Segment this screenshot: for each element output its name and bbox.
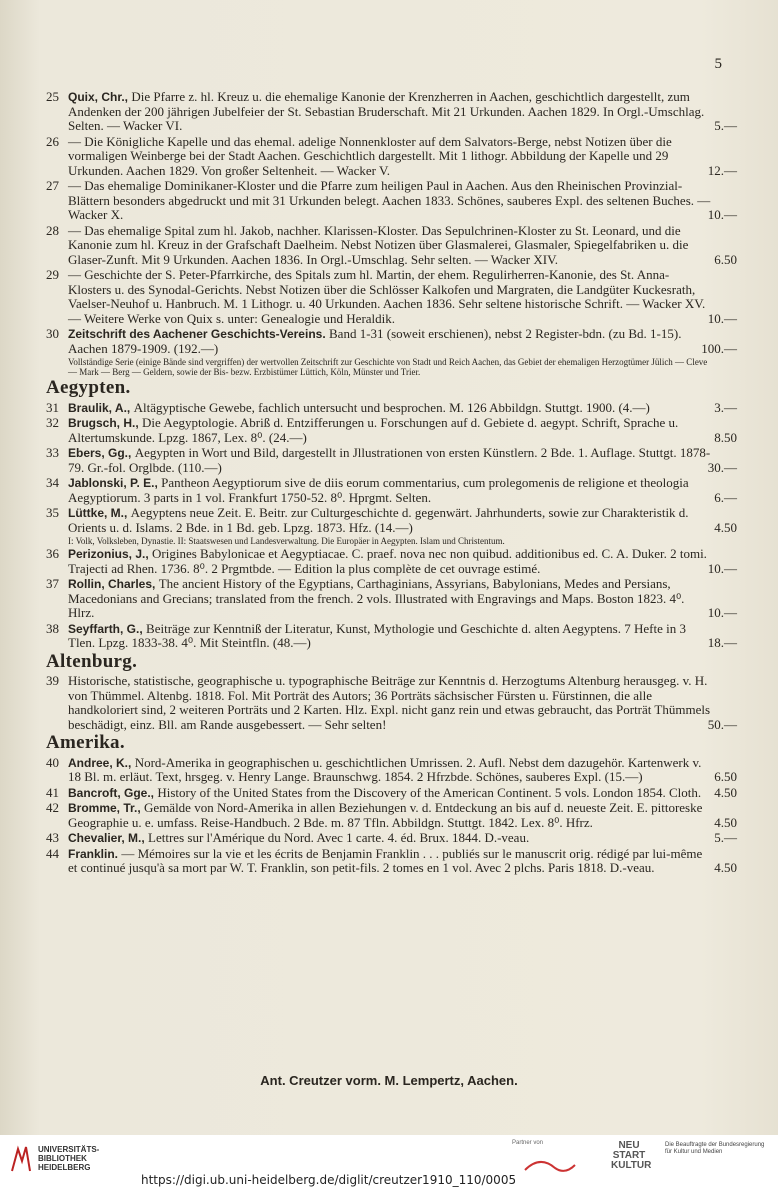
entry-price: 12.—	[707, 162, 737, 178]
entry-number: 33	[46, 445, 59, 460]
catalog-entry	[46, 178, 737, 223]
entry-number: 27	[46, 178, 59, 193]
entry-author: Bromme, Tr.,	[68, 801, 145, 815]
entry-description: History of the United States from the Discovery of the American Continent. 5 vols. London 1854. Cloth.	[157, 784, 702, 800]
partner-label: Partner von	[512, 1140, 544, 1146]
entry-price: 4.50	[714, 520, 737, 535]
catalog-entry	[46, 445, 737, 475]
entry-price: 6.50	[714, 769, 737, 784]
section-heading: Amerika.	[46, 732, 125, 753]
catalog-entry	[46, 576, 737, 621]
entry-description: — Geschichte der S. Peter-Pfarrkirche, des Spitals zum hl. Martin, der ehem. Regulirherren-Kanonie, des St. Anna-Klosters u. des Synodal-Gerichts. Nebst Notizen über die Schlösser Kalkofen und Margraten, die Landgüter Kuckesrath, Vaelser-Neuhof u. Hanbruch. M. 1 Lithogr. u. 40 Urkunden. Aachen 1836. Sehr seltene historische Schrift. — Wacker XV. — Weitere Werke von Quix s. unter: Genealogie und Heraldik.	[68, 267, 706, 326]
entry-description: Die Aegyptologie. Abriß d. Entzifferungen u. Forschungen auf d. Gebiete d. aegypt. Schrift, Sprache u. Altertumskunde. Lpzg. 1867, Lex. 8⁰. (24.—)	[68, 415, 679, 445]
entry-description: Aegyptens neue Zeit. E. Beitr. zur Culturgeschichte d. gegenwärt. Jahrhunderts, sowie zur Charakteristik d. Orients u. d. Islams. 2 Bde. in 1 Bd. geb. Lpzg. 1873. Hfz. (14.—)	[68, 505, 689, 535]
entry-price: 10.—	[707, 605, 737, 620]
entry-text	[68, 847, 711, 876]
entry-author: Perizonius, J.,	[68, 547, 153, 561]
entry-author: Rollin, Charles,	[68, 577, 159, 591]
entry-note: Vollständige Serie (einige Bände sind vergriffen) der wertvollen Zeitschrift zur Geschichte von Stadt und Reich Aachen, das Gebiet der ehemaligen Herzogtümer Jülich — Cleve — Mark — Berg — Geldern, sowie der Bis- bezw. Erzbistümer Lüttich, Köln, Münster und Trier.	[68, 357, 708, 377]
catalog-entry	[46, 89, 737, 134]
entry-text	[68, 547, 711, 576]
entry-text	[68, 506, 711, 535]
library-logo[interactable]	[10, 1143, 99, 1173]
entry-number: 37	[46, 576, 59, 591]
catalog-entry	[46, 133, 737, 179]
entry-text	[68, 674, 711, 732]
entry-number: 41	[46, 784, 59, 800]
catalog-entry	[46, 830, 737, 846]
catalog-entry	[46, 784, 737, 801]
catalog-entry	[46, 505, 737, 546]
entry-description: Beiträge zur Kenntniß der Literatur, Kunst, Mythologie und Geschichte d. alten Aegyptens. 7 Hefte in 3 Tlen. Lpzg. 1833-38. 4⁰. Mit Steintfln. (48.—)	[68, 620, 686, 650]
entry-author: Brugsch, H.,	[68, 416, 143, 430]
entry-description: The ancient History of the Egyptians, Carthaginians, Assyrians, Babylonians, Medes and Persians, Macedonians and Grecians; translated from the french. 2 vols. Illustrated with Engravings and Maps. Boston 1823. 4⁰. Hlrz.	[68, 576, 685, 620]
entry-author: Zeitschrift des Aachener Geschichts-Vereins.	[68, 327, 329, 341]
entry-description: Altägyptische Gewebe, fachlich untersucht und besprochen. M. 126 Abbildgn. Stuttgt. 1900. (4.—)	[133, 399, 650, 415]
entry-description: Nord-Amerika in geographischen u. geschichtlichen Umrissen. 2. Aufl. Nebst dem dazugehör. Kartenwerk v. 18 Bl. m. erläut. Text, hrsgeg. v. Henry Lange. Braunschwg. 1854. 2 Hfrzbde. Schönes, sauberes Expl. (15.—)	[68, 754, 702, 784]
entry-price: 30.—	[707, 459, 737, 475]
ub-heidelberg-icon	[10, 1143, 32, 1173]
entry-text	[68, 756, 711, 785]
entry-number: 31	[46, 399, 59, 415]
catalog-entry	[46, 475, 737, 505]
catalog-entry	[46, 326, 737, 377]
entry-number: 28	[46, 222, 59, 238]
entry-author: Andree, K.,	[68, 755, 135, 770]
entry-price: 10.—	[707, 207, 737, 222]
partner-logo-icon	[520, 1150, 580, 1180]
entry-description: Pantheon Aegyptiorum sive de diis eorum commentarius, cum prolegomenis de religione et theologia Aegyptiorum. 3 parts in 1 vol. Frankfurt 1750-52. 8⁰. Hprgmt. Selten.	[68, 475, 689, 505]
entry-price: 4.50	[714, 784, 737, 800]
entry-author: Ebers, Gg.,	[68, 446, 135, 460]
entry-text	[68, 90, 711, 134]
catalog-entry	[46, 800, 737, 830]
entry-text	[68, 446, 711, 475]
entry-text	[68, 268, 711, 326]
entry-description: — Das ehemalige Spital zum hl. Jakob, nachher. Klarissen-Kloster. Das Sepulchrinen-Kloster zu St. Leonard, und die Kanonie zum hl. Kreuz in der Grafschaft Daelheim. Nebst Notizen über Glasmalerei, Glasmaler, Spiegelfabriken u. die Glaser-Zunft. Mit 9 Urkunden. Aachen 1836. In Orgl.-Umschlag. Sehr selten. — Wacker XIV.	[68, 222, 689, 267]
neustart-kultur-logo: NEU START KULTUR	[611, 1140, 652, 1171]
entry-author: Chevalier, M.,	[68, 831, 149, 845]
entry-price: 6.50	[714, 251, 737, 267]
entry-description: — Das ehemalige Dominikaner-Kloster und die Pfarre zum heiligen Paul in Aachen. Aus den Rheinischen Provinzial-Blättern besonders abgedruckt und mit 31 Urkunden belegt. Aachen 1833. Schönes, sauberes Expl. des seltenen Buches. — Wacker X.	[68, 178, 711, 222]
entry-description: Aegypten in Wort und Bild, dargestellt in Jllustrationen von ersten Künstlern. 2 Bde. 1. Auflage. Stuttgt. 1878-79. Gr.-fol. Orglbde. (110.—)	[68, 445, 711, 475]
catalog-entry	[46, 620, 737, 651]
entry-number: 39	[46, 673, 59, 688]
entry-author: Jablonski, P. E.,	[68, 476, 162, 490]
catalog-entry	[46, 845, 737, 876]
publisher-footer: Ant. Creutzer vorm. M. Lempertz, Aachen.	[260, 1073, 518, 1088]
entry-text	[68, 801, 711, 830]
catalog-entries	[46, 89, 737, 877]
entry-price: 100.—	[701, 341, 737, 356]
entry-price: 10.—	[707, 560, 737, 576]
permalink-url[interactable]: https://digi.ub.uni-heidelberg.de/diglit/creutzer1910_110/0005	[141, 1173, 517, 1187]
entry-description: Origines Babylonicae et Aegyptiacae. C. praef. nova nec non quibud. additionibus ed. C. A. Duker. 2 tomi. Trajecti ad Rhen. 1736. 8⁰. 2 Prgmtbde. — Edition la plus complète de cet ouvrage estimé.	[68, 546, 707, 576]
entry-number: 35	[46, 505, 59, 520]
entry-text	[68, 327, 711, 356]
entry-author: Seyffarth, G.,	[68, 621, 147, 636]
catalog-entry	[46, 673, 737, 732]
entry-price: 4.50	[714, 814, 737, 830]
entry-price: 50.—	[707, 716, 737, 732]
entry-author: Franklin.	[68, 846, 122, 861]
entry-price: 5.—	[714, 830, 737, 845]
entry-author: Bancroft, Gge.,	[68, 785, 158, 800]
entry-author: Braulik, A.,	[68, 400, 134, 415]
entry-price: 18.—	[707, 635, 737, 650]
entry-number: 38	[46, 620, 59, 636]
catalog-entry	[46, 399, 737, 416]
entry-number: 29	[46, 267, 59, 282]
entry-number: 25	[46, 89, 59, 104]
entry-text	[68, 831, 711, 846]
entry-text	[68, 786, 711, 801]
entry-price: 6.—	[714, 489, 737, 505]
entry-number: 44	[46, 845, 59, 861]
entry-number: 36	[46, 546, 59, 561]
entry-number: 30	[46, 326, 59, 341]
entry-author: Lüttke, M.,	[68, 506, 131, 520]
entry-description: — Die Königliche Kapelle und das ehemal. adelige Nonnenkloster auf dem Salvators-Berge, nebst Notizen über die vormaligen Weinberge bei der Stadt Aachen. Geschichtlich dargestellt. Mit 1 lithogr. Abbildung der Kapelle und 29 Urkunden. Aachen 1829. Von großer Seltenheit. — Wacker V.	[68, 133, 672, 178]
catalog-entry	[46, 415, 737, 445]
entry-description: — Mémoires sur la vie et les écrits de Benjamin Franklin . . . publiés sur le manuscrit orig. rédigé par lui-même et continué jusqu'à sa mort par W. T. Franklin, son petit-fils. 2 tomes en 1 vol. Avec 2 plchs. Paris 1818. D.-veau.	[68, 845, 703, 875]
entry-text	[68, 135, 711, 179]
entry-price: 5.—	[714, 118, 737, 133]
entry-number: 42	[46, 800, 59, 815]
entry-price: 4.50	[714, 860, 737, 875]
entry-number: 26	[46, 133, 59, 149]
entry-text	[68, 401, 711, 416]
entry-text	[68, 476, 711, 505]
catalog-entry	[46, 546, 737, 576]
entry-text	[68, 577, 711, 621]
entry-price: 8.50	[714, 429, 737, 445]
entry-description: Lettres sur l'Amérique du Nord. Avec 1 carte. 4. éd. Brux. 1844. D.-veau.	[148, 830, 530, 845]
entry-number: 43	[46, 830, 59, 845]
library-name: UNIVERSITÄTS- BIBLIOTHEK HEIDELBERG	[38, 1144, 100, 1172]
page-number: 5	[714, 56, 722, 72]
entry-price: 3.—	[714, 399, 737, 415]
entry-description: Band 1-31 (soweit erschienen), nebst 2 Register-bdn. (zu Bd. 1-15). Aachen 1879-1909. (192.—)	[68, 326, 682, 356]
entry-text	[68, 224, 711, 268]
entry-number: 40	[46, 754, 59, 770]
section-heading: Aegypten.	[46, 377, 131, 398]
entry-text	[68, 416, 711, 445]
entry-description: Historische, statistische, geographische u. typographische Beiträge zur Kenntnis d. Herzogtums Altenburg herausgeg. v. H. von Thümmel. Altenbg. 1818. Fol. Mit Porträt des Autors; 36 Porträts sächsischer Fürsten u. Fürstinnen, die alle handkoloriert sind, 2 weiteren Porträts und 2 Karten. Hlz. Expl. nicht ganz rein und etwas gebraucht, das Porträt Thümmels beschädigt, einz. Bll. am Rande ausgebessert. — Sehr selten!	[68, 673, 711, 732]
catalog-entry	[46, 222, 737, 268]
catalog-entry	[46, 754, 737, 785]
catalog-entry	[46, 267, 737, 326]
entry-note: I: Volk, Volksleben, Dynastie. II: Staatswesen und Landesverwaltung. Die Europäer in Aegypten. Islam und Christentum.	[68, 536, 505, 546]
entry-description: Gemälde von Nord-Amerika in allen Beziehungen v. d. Entdeckung an bis auf d. neueste Zeit. E. pittoreske Geographie u. e. umfass. Reise-Handbuch. 2 Bde. m. 87 Tfln. Abbildgn. Stuttgt. 1842. Lex. 8⁰. Hfrz.	[68, 800, 703, 830]
entry-author: Quix, Chr.,	[68, 90, 132, 104]
entry-text	[68, 622, 711, 651]
section-heading: Altenburg.	[46, 650, 138, 672]
entry-price: 10.—	[707, 310, 737, 326]
entry-text	[68, 179, 711, 223]
entry-description: Die Pfarre z. hl. Kreuz u. die ehemalige Kanonie der Krenzherren in Aachen, geschichtlich dargestellt, zum Andenken der 200 jährigen Jubelfeier der St. Sebastian Bruderschaft. Mit 21 Urkunden. Aachen 1829. In Orgl.-Umschlag. Selten. — Wacker VI.	[68, 89, 705, 133]
entry-number: 32	[46, 415, 59, 430]
entry-number: 34	[46, 475, 59, 490]
bkm-logo-text: Die Beauftragte der Bundesregierung für Kultur und Medien	[665, 1142, 765, 1155]
